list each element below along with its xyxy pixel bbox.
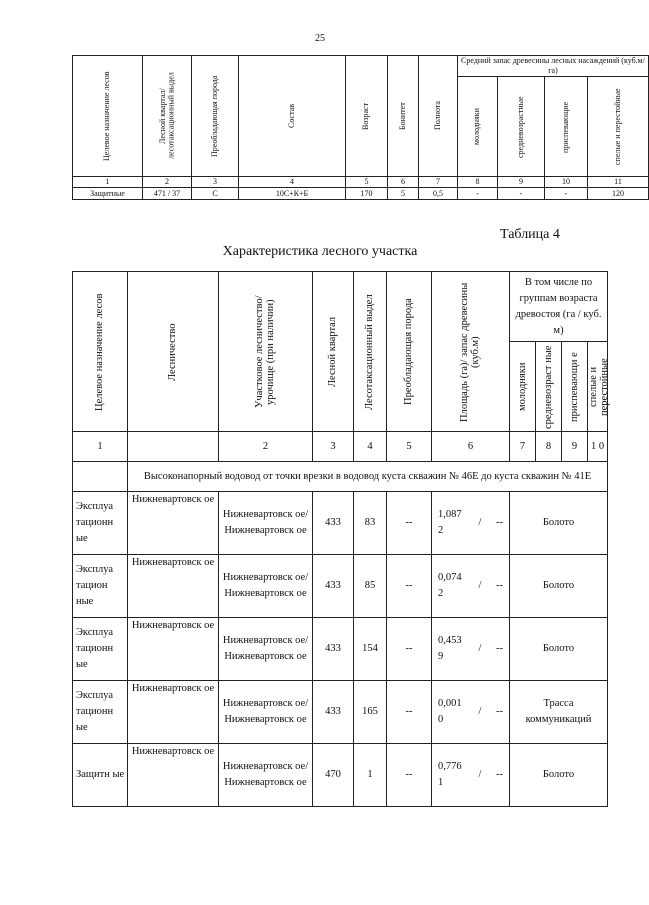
cell-composition: 10С+К+Б (239, 188, 346, 200)
header-mature: спелые и перестойные (588, 77, 649, 177)
col-number: 8 (458, 177, 498, 188)
cell-forestry: Нижневартовск ое (128, 492, 219, 555)
col-number: 11 (588, 177, 649, 188)
col-number (128, 432, 219, 462)
section-row (73, 462, 608, 492)
header-young: молодняки (510, 342, 536, 432)
table-label: Таблица 4 (500, 227, 560, 242)
col-number: 4 (239, 177, 346, 188)
cell-area-stock (432, 681, 510, 744)
col-number: 8 (536, 432, 562, 462)
cell-quarter: 433 (313, 681, 354, 744)
col-number: 9 (498, 177, 545, 188)
cell-area-stock (432, 744, 510, 807)
cell-mature: 120 (588, 188, 649, 200)
cell-area: 0,453 9 (438, 635, 462, 662)
cell-forestry: Нижневартовск ое (128, 555, 219, 618)
header-species: Преобладающая порода (387, 272, 432, 432)
table-row (73, 681, 608, 744)
section-title: Высоконапорный водовод от точки врезки в водовод куста скважин № 46Е до куста скважин № 41Е (128, 462, 608, 492)
cell-allotment: 1 (354, 744, 387, 807)
col-number: 10 (545, 177, 588, 188)
cell-purpose: Эксплуа тационн ые (73, 681, 128, 744)
col-number: 7 (419, 177, 458, 188)
cell-land-category: Болото (510, 618, 608, 681)
table-row (73, 618, 608, 681)
cell-slash: / (478, 706, 482, 717)
cell-land-category: Болото (510, 492, 608, 555)
cell-purpose: Эксплуа тационн ые (73, 618, 128, 681)
header-age: Возраст (346, 56, 388, 177)
col-number: 7 (510, 432, 536, 462)
header-ripening: приспевающи е (562, 342, 588, 432)
stock-table (72, 55, 649, 200)
col-number: 6 (432, 432, 510, 462)
cell-purpose: Эксплуа тационн ые (73, 492, 128, 555)
cell-allotment: 165 (354, 681, 387, 744)
col-number: 6 (388, 177, 419, 188)
col-number: 3 (313, 432, 354, 462)
table-row (73, 492, 608, 555)
cell-area: 0,074 2 (438, 572, 462, 599)
table-title: Характеристика лесного участка (222, 244, 418, 259)
header-allotment: Лесотаксационный выдел (354, 272, 387, 432)
col-number: 2 (143, 177, 192, 188)
col-number: 9 (562, 432, 588, 462)
column-numbers-row (73, 177, 649, 188)
header-ripening: приспевающие (545, 77, 588, 177)
cell-middle: - (498, 188, 545, 200)
cell-district: Нижневартовск ое/ Нижневартовск ое (219, 492, 313, 555)
cell-area: 1,087 2 (438, 509, 462, 536)
cell-forestry: Нижневартовск ое (128, 681, 219, 744)
cell-young: - (458, 188, 498, 200)
cell-purpose: Эксплуа тацион ные (73, 555, 128, 618)
header-age-groups: В том числе по группам возраста древостоя (га / куб. м) (510, 272, 608, 342)
header-density: Полнота (419, 56, 458, 177)
header-mature: спелые и перестойные (588, 342, 608, 432)
cell-quarter: 470 (313, 744, 354, 807)
cell-forestry: Нижневартовск ое (128, 618, 219, 681)
cell-area: 0,001 0 (438, 698, 462, 725)
cell-quarter: 471 / 37 (143, 188, 192, 200)
cell-purpose: Защитн ые (73, 744, 128, 807)
cell-species: С (192, 188, 239, 200)
forest-plot-table (72, 271, 611, 807)
header-quarter: Лесной квартал (313, 272, 354, 432)
cell-age: 170 (346, 188, 388, 200)
cell-species: -- (387, 681, 432, 744)
header-purpose: Целевое назначение лесов (73, 272, 128, 432)
header-purpose: Целевое назначение лесов (73, 56, 143, 177)
header-young: молодняки (458, 77, 498, 177)
cell-slash: / (478, 769, 482, 780)
col-number: 5 (346, 177, 388, 188)
col-number: 1 0 (588, 432, 608, 462)
cell-species: -- (387, 618, 432, 681)
cell-area: 0,776 1 (438, 761, 462, 788)
cell-ripening: - (545, 188, 588, 200)
cell-stock: -- (495, 580, 503, 591)
column-numbers-row (73, 432, 608, 462)
header-stock-group: Средний запас древесины лесных насаждений (куб.м/га) (458, 56, 649, 77)
header-species: Преобладающая порода (192, 56, 239, 177)
cell-area-stock (432, 555, 510, 618)
cell-stock: -- (495, 769, 503, 780)
cell-purpose: Защитные (73, 188, 143, 200)
col-number: 1 (73, 177, 143, 188)
cell-stock: -- (495, 643, 503, 654)
cell-stock: -- (495, 517, 503, 528)
cell-stock: -- (495, 706, 503, 717)
cell-allotment: 154 (354, 618, 387, 681)
cell-area-stock (432, 618, 510, 681)
cell-district: Нижневартовск ое/ Нижневартовск ое (219, 744, 313, 807)
header-bonitet: Бонитет (388, 56, 419, 177)
cell-slash: / (478, 517, 482, 528)
cell-bonitet: 5 (388, 188, 419, 200)
cell-slash: / (478, 643, 482, 654)
cell-district: Нижневартовск ое/ Нижневартовск ое (219, 618, 313, 681)
cell-allotment: 85 (354, 555, 387, 618)
cell-land-category: Болото (510, 744, 608, 807)
header-middle: средневозраст ные (536, 342, 562, 432)
cell-density: 0,5 (419, 188, 458, 200)
table-row (73, 188, 649, 200)
col-number: 1 (73, 432, 128, 462)
cell-species: -- (387, 555, 432, 618)
cell-quarter: 433 (313, 492, 354, 555)
header-middle: средневозрастные (498, 77, 545, 177)
cell-allotment: 83 (354, 492, 387, 555)
col-number: 4 (354, 432, 387, 462)
table-row (73, 744, 608, 807)
cell-land-category: Болото (510, 555, 608, 618)
cell-land-category: Трасса коммуникаций (510, 681, 608, 744)
page-number: 25 (315, 33, 325, 44)
header-area: Площадь (га)/ запас древесины (куб.м) (432, 272, 510, 432)
col-number: 2 (219, 432, 313, 462)
header-quarter: Лесной квартал/ лесотаксационный выдел (143, 56, 192, 177)
cell-quarter: 433 (313, 618, 354, 681)
cell-species: -- (387, 492, 432, 555)
cell-district: Нижневартовск ое/ Нижневартовск ое (219, 555, 313, 618)
table-row (73, 555, 608, 618)
header-district: Участковое лесничество/ урочище (при наличии) (219, 272, 313, 432)
header-composition: Состав (239, 56, 346, 177)
cell-species: -- (387, 744, 432, 807)
cell-district: Нижневартовск ое/ Нижневартовск ое (219, 681, 313, 744)
cell-slash: / (478, 580, 482, 591)
header-forestry: Лесничество (128, 272, 219, 432)
col-number: 3 (192, 177, 239, 188)
col-number: 5 (387, 432, 432, 462)
cell-forestry: Нижневартовск ое (128, 744, 219, 807)
cell-area-stock (432, 492, 510, 555)
cell-quarter: 433 (313, 555, 354, 618)
